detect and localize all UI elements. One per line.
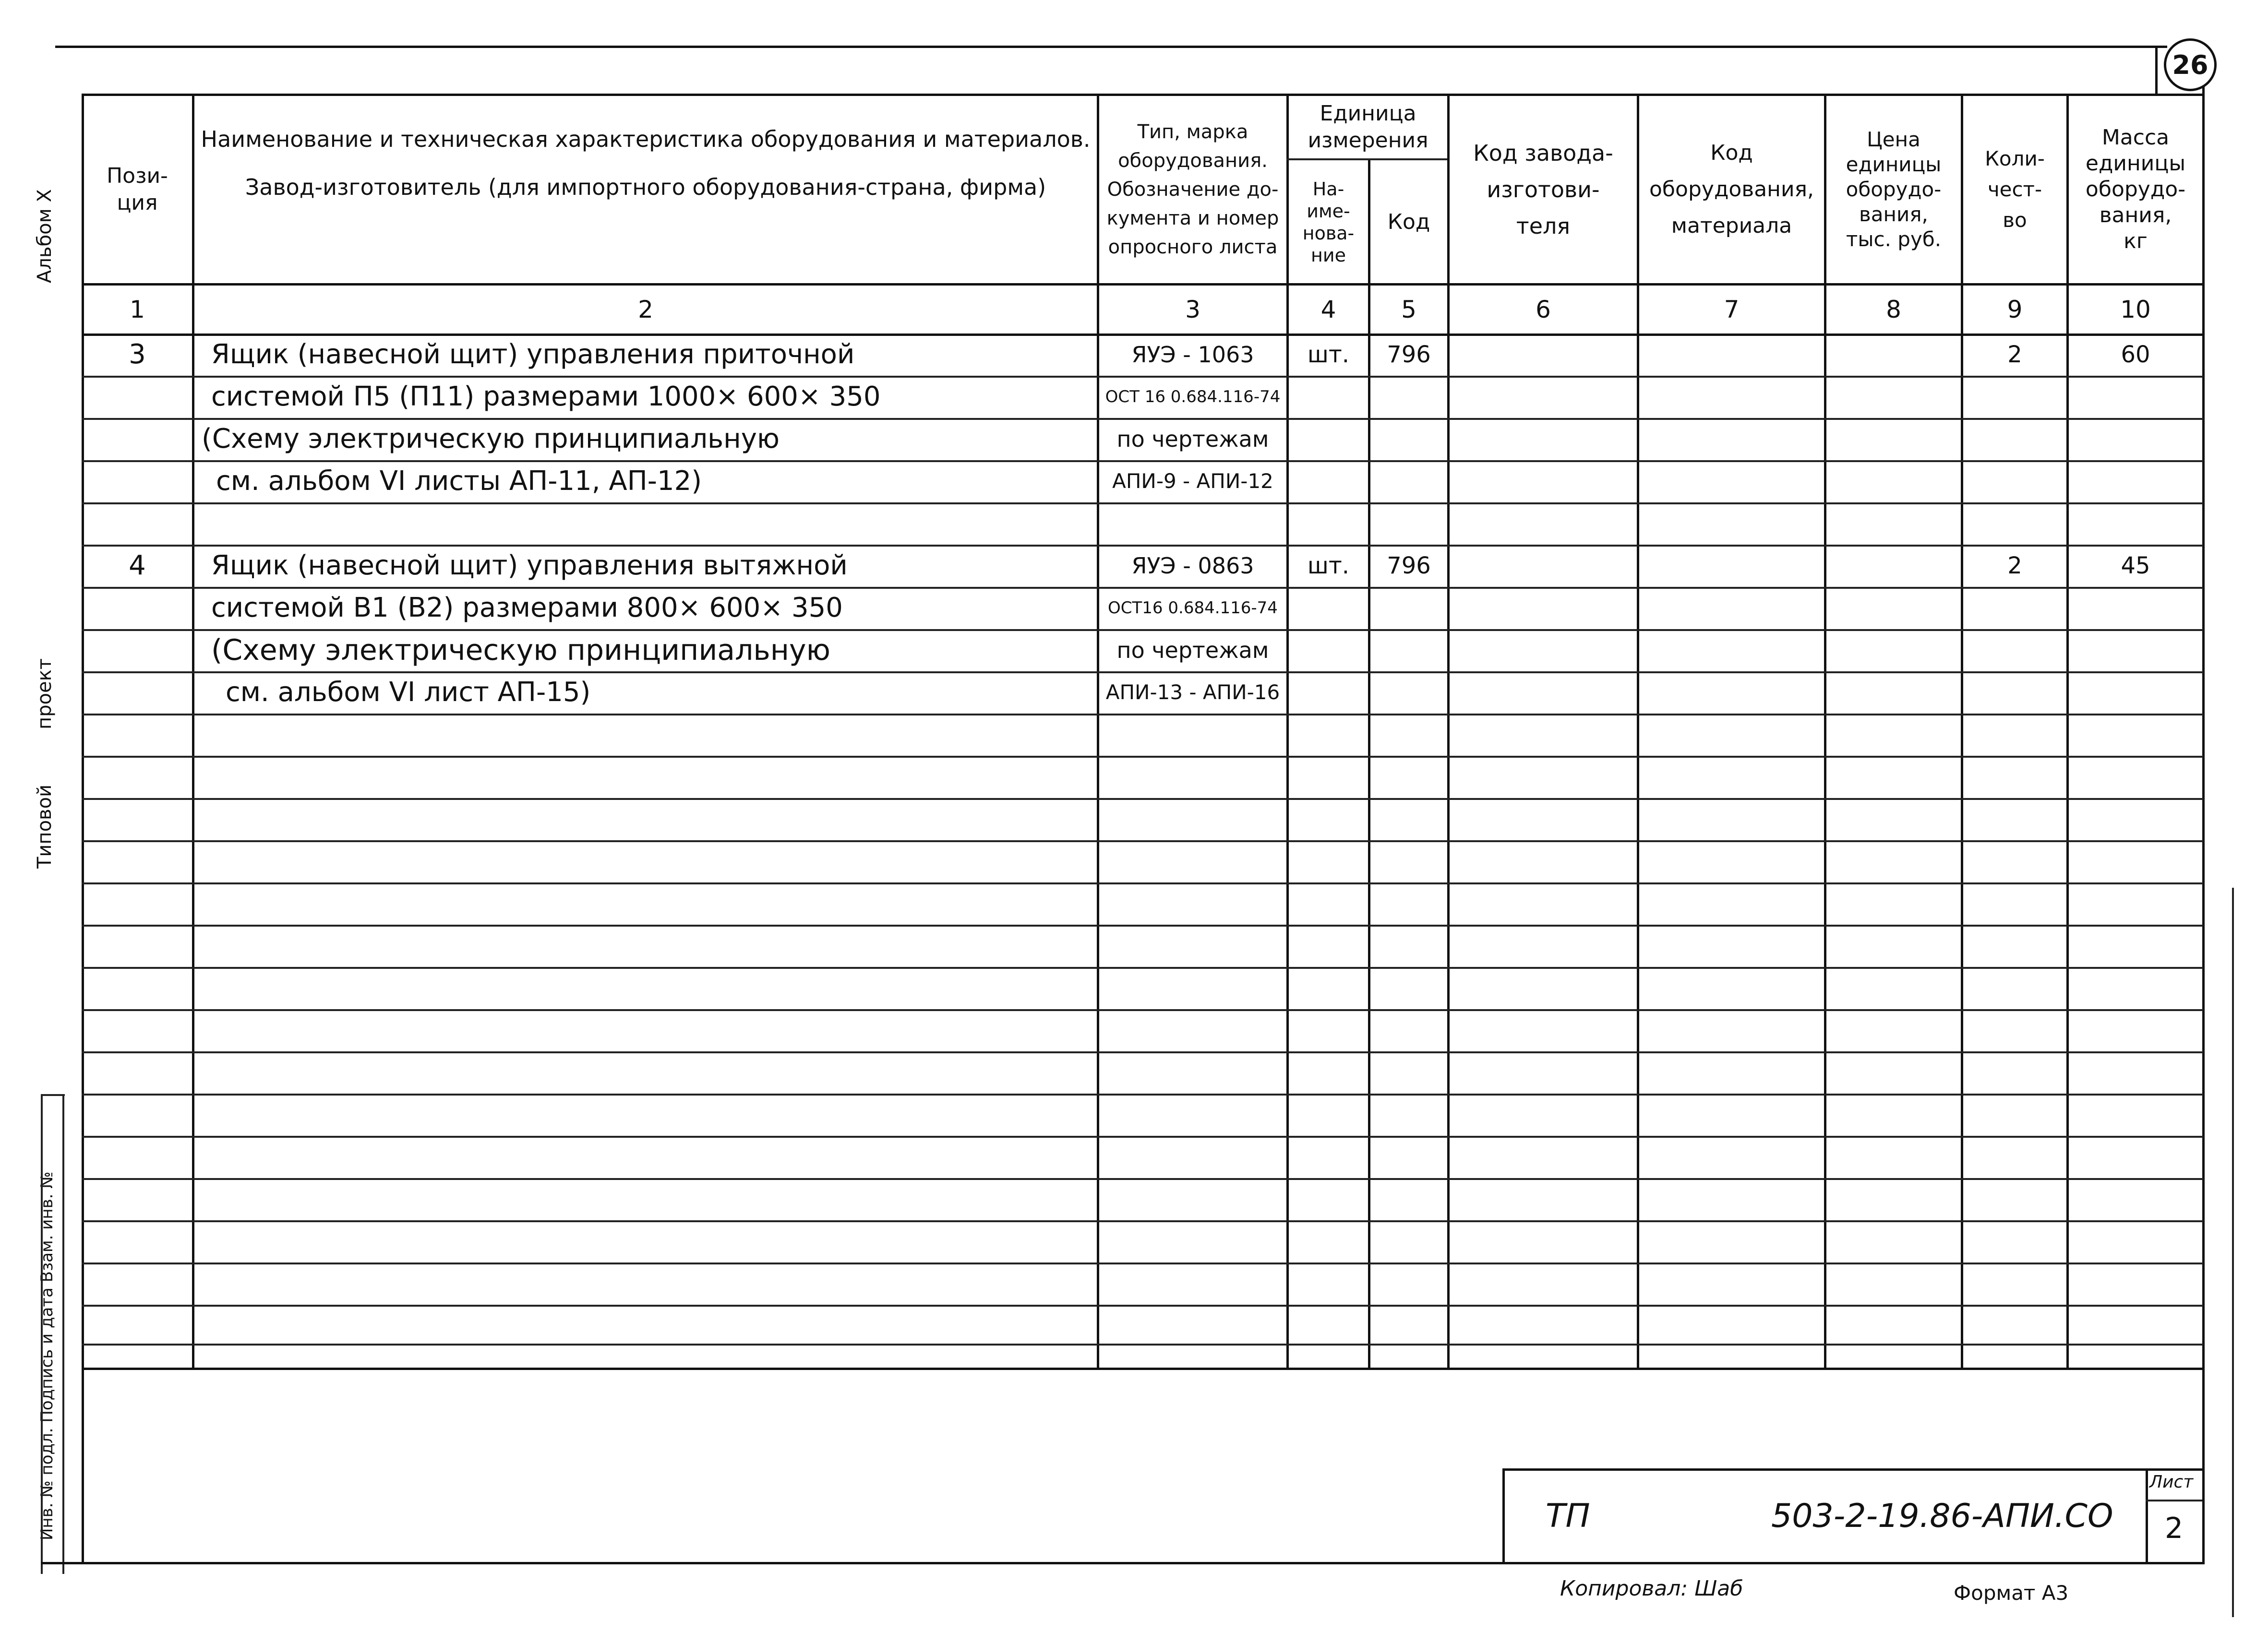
frame-bottom-line	[41, 1562, 2203, 1564]
title-block-left	[1502, 1468, 1505, 1562]
cell-type: по чертежам	[1116, 637, 1269, 663]
side-label-project: проект	[34, 658, 56, 729]
row-line	[82, 756, 2203, 758]
col-line-6	[1637, 94, 1639, 1368]
cell-name: системой В1 (В2) размерами 800× 600× 350	[211, 592, 843, 623]
side-label-tipovoy: Типовой	[34, 784, 56, 869]
cell-name: (Схему электрическую принципиальную	[202, 423, 780, 454]
row-line	[82, 1220, 2203, 1222]
row-line	[82, 798, 2203, 800]
col-line-1	[192, 94, 194, 1368]
header-maker-code: Код завода- изготови- теля	[1473, 140, 1613, 239]
page-number-mark	[2164, 38, 2217, 91]
title-block-sheet-divider	[2146, 1468, 2148, 1562]
col-line-8	[1961, 94, 1963, 1368]
frame-top-line	[55, 46, 2167, 48]
cell-type: ОСТ16 0.684.116-74	[1108, 598, 1278, 618]
header-mass: Масса единицы оборудо- вания, кг	[2085, 125, 2186, 253]
cell-mass: 45	[2121, 552, 2150, 579]
footer-copied: Копировал: Шаб	[1560, 1576, 1743, 1601]
header-position: Пози- ция	[107, 164, 168, 215]
cell-mass: 60	[2121, 341, 2150, 368]
row-line	[82, 1263, 2203, 1264]
title-block-sheet-number: 2	[2165, 1512, 2184, 1545]
cell-type: АПИ-9 - АПИ-12	[1112, 469, 1273, 493]
row-line	[82, 1178, 2203, 1180]
page-number-mark-text: 26	[2172, 49, 2208, 80]
col-line-3	[1286, 94, 1289, 1368]
col-num-8: 8	[1886, 296, 1901, 323]
col-line-9	[2066, 94, 2069, 1368]
cell-name: системой П5 (П11) размерами 1000× 600× 350	[211, 381, 881, 412]
table-right-border	[2202, 86, 2205, 1564]
row-line	[82, 882, 2203, 884]
cell-unit-code: 796	[1387, 341, 1431, 368]
col-num-10: 10	[2120, 296, 2151, 323]
col-num-7: 7	[1724, 296, 1740, 323]
col-num-3: 3	[1185, 296, 1200, 323]
col-line-5	[1447, 94, 1450, 1368]
row-line	[82, 1051, 2203, 1053]
cell-position: 3	[129, 339, 146, 370]
left-stamp-line-b	[62, 1094, 64, 1574]
title-block-top	[1502, 1468, 2203, 1471]
cell-position: 4	[129, 550, 146, 581]
title-block-sheet-label-line	[2146, 1500, 2202, 1501]
cell-type: по чертежам	[1116, 426, 1269, 452]
cell-qty: 2	[2007, 552, 2022, 579]
side-label-album: Альбом X	[34, 189, 56, 283]
col-num-9: 9	[2007, 296, 2023, 323]
col-num-2: 2	[638, 296, 653, 323]
col-line-2	[1097, 94, 1099, 1368]
row-line	[82, 502, 2203, 504]
col-line-7	[1824, 94, 1826, 1368]
row-line	[82, 1094, 2203, 1096]
cell-type: ОСТ 16 0.684.116-74	[1105, 387, 1281, 406]
table-bottom-line	[82, 1368, 2203, 1370]
cell-name: см. альбом VI лист АП-15)	[226, 677, 591, 708]
cell-name: (Схему электрическую принципиальную	[211, 633, 831, 667]
col-num-5: 5	[1401, 296, 1416, 323]
header-unit-name: На- име- нова- ние	[1302, 178, 1355, 266]
left-stamp-line-a	[41, 1094, 43, 1574]
title-block-sheet-label: Лист	[2149, 1472, 2194, 1492]
row-line	[82, 1009, 2203, 1011]
footer-format: Формат А3	[1954, 1581, 2069, 1605]
cell-unit-code: 796	[1387, 552, 1431, 579]
cell-unit: шт.	[1307, 341, 1350, 368]
cell-unit: шт.	[1307, 552, 1350, 579]
header-unit-group: Единица измерения	[1308, 101, 1428, 153]
frame-right-edge	[2232, 888, 2234, 1617]
row-line	[82, 1136, 2203, 1138]
row-line	[82, 840, 2203, 842]
cell-type: ЯУЭ - 0863	[1131, 553, 1254, 579]
cell-type: АПИ-13 - АПИ-16	[1105, 680, 1280, 704]
row-line	[82, 1344, 2203, 1346]
cell-qty: 2	[2007, 341, 2022, 368]
title-block-tp: ТП	[1546, 1497, 1590, 1535]
header-price: Цена единицы оборудо- вания, тыс. руб.	[1846, 128, 1942, 251]
frame-right-top-tick	[2155, 46, 2158, 94]
header-unit-code: Код	[1387, 209, 1430, 234]
row-line	[82, 967, 2203, 969]
cell-name: см. альбом VI листы АП-11, АП-12)	[216, 465, 702, 497]
header-type: Тип, марка оборудования. Обозначение до- кумента и номер опросного листа	[1106, 121, 1279, 258]
header-name: Наименование и техническая характеристика оборудования и материалов. Завод-изготовитель (для импортного оборудования-страна, фирма)	[201, 126, 1091, 200]
col-num-4: 4	[1320, 296, 1336, 323]
unit-group-divider	[1286, 158, 1447, 160]
header-equip-code: Код оборудования, материала	[1649, 141, 1814, 238]
row-line	[82, 714, 2203, 715]
header-qty: Коли- чест- во	[1985, 147, 2045, 232]
title-block-code: 503-2-19.86-АПИ.СО	[1771, 1497, 2113, 1535]
side-label-inventory: Инв. № подл. Подпись и дата Взам. инв. №	[37, 1171, 57, 1540]
cell-name: Ящик (навесной щит) управления вытяжной	[211, 550, 848, 581]
cell-name: Ящик (навесной щит) управления приточной	[211, 339, 855, 370]
col-num-1: 1	[130, 296, 145, 323]
col-num-6: 6	[1536, 296, 1551, 323]
row-line	[82, 925, 2203, 927]
row-line	[82, 1305, 2203, 1307]
left-stamp-top	[41, 1094, 65, 1096]
cell-type: ЯУЭ - 1063	[1131, 342, 1254, 368]
